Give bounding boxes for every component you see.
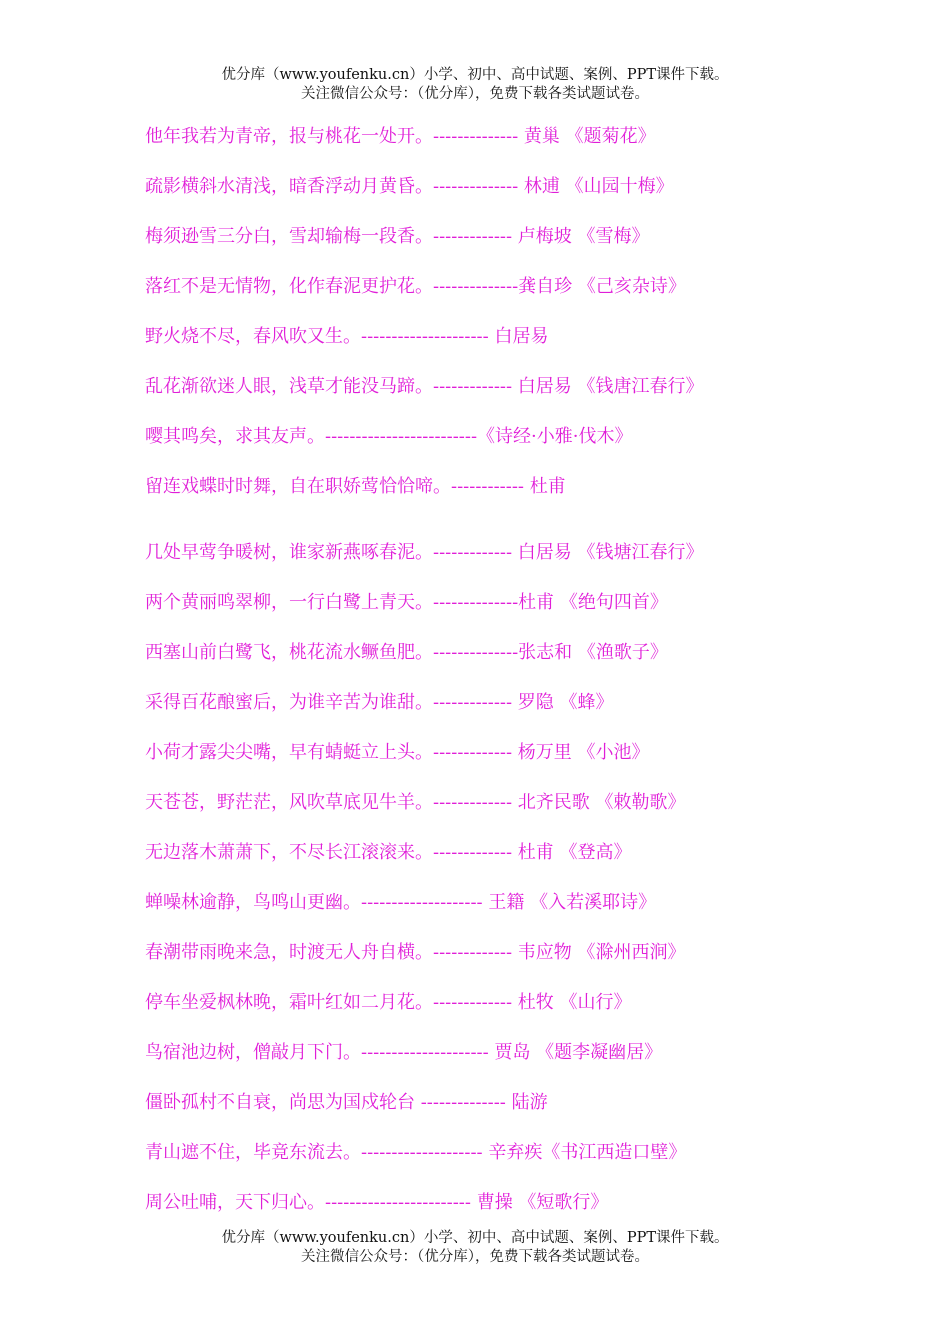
page-header: [0, 66, 950, 104]
poem-line: 鸟宿池边树，僧敲月下门。--------------------- 贾岛 《题李凝幽居》: [145, 1042, 663, 1063]
footer-line-2: 关注微信公众号：（优分库），免费下载各类试题试卷。: [301, 1249, 649, 1265]
poem-line: 野火烧不尽，春风吹又生。--------------------- 白居易: [145, 326, 549, 347]
poem-line: 留连戏蝶时时舞，自在职娇莺恰恰啼。------------ 杜甫: [145, 476, 566, 497]
poem-line: 落红不是无情物，化作春泥更护花。--------------龚自珍 《己亥杂诗》: [145, 276, 686, 297]
poem-line: 两个黄丽鸣翠柳，一行白鹭上青天。--------------杜甫 《绝句四首》: [145, 592, 668, 613]
poem-line: 他年我若为青帝，报与桃花一处开。-------------- 黄巢 《题菊花》: [145, 126, 656, 147]
header-line-2: 关注微信公众号：（优分库），免费下载各类试题试卷。: [301, 86, 649, 102]
footer-line-1: 优分库（www.youfenku.cn）小学、初中、高中试题、案例、PPT课件下载。: [221, 1230, 729, 1246]
poem-line: 停车坐爱枫林晚，霜叶红如二月花。------------- 杜牧 《山行》: [145, 992, 632, 1013]
poem-line: 梅须逊雪三分白，雪却输梅一段香。------------- 卢梅坡 《雪梅》: [145, 226, 650, 247]
poem-line: 几处早莺争暖树，谁家新燕啄春泥。------------- 白居易 《钱塘江春行》: [145, 542, 704, 563]
poem-line: 疏影横斜水清浅，暗香浮动月黄昏。-------------- 林逋 《山园十梅》: [145, 176, 674, 197]
poem-line: 青山遮不住，毕竟东流去。-------------------- 辛弃疾《书江西造口壁》: [145, 1142, 687, 1163]
poem-line: 蝉噪林逾静，鸟鸣山更幽。-------------------- 王籍 《入若溪耶诗》: [145, 892, 657, 913]
poem-line: 天苍苍，野茫茫，风吹草底见牛羊。------------- 北齐民歌 《敕勒歌》: [145, 792, 686, 813]
poem-line: 乱花渐欲迷人眼，浅草才能没马蹄。------------- 白居易 《钱唐江春行》: [145, 376, 704, 397]
poem-line: 嘤其鸣矣，求其友声。-------------------------《诗经·小雅·伐木》: [145, 426, 633, 447]
section-gap: [145, 522, 845, 538]
page-footer: [0, 1229, 950, 1267]
poem-line: 春潮带雨晚来急，时渡无人舟自横。------------- 韦应物 《滁州西涧》: [145, 942, 686, 963]
poem-line: 僵卧孤村不自衰，尚思为国戍轮台 -------------- 陆游: [145, 1092, 548, 1113]
poem-line: 无边落木萧萧下，不尽长江滚滚来。------------- 杜甫 《登高》: [145, 842, 632, 863]
header-line-1: 优分库（www.youfenku.cn）小学、初中、高中试题、案例、PPT课件下载。: [221, 67, 729, 83]
poem-line: 周公吐哺，天下归心。------------------------ 曹操 《短歌行》: [145, 1192, 609, 1213]
poem-line: 小荷才露尖尖嘴，早有蜻蜓立上头。------------- 杨万里 《小池》: [145, 742, 650, 763]
poem-line: 西塞山前白鹭飞，桃花流水鳜鱼肥。--------------张志和 《渔歌子》: [145, 642, 668, 663]
poem-lines: [145, 122, 845, 1238]
poem-line: 采得百花酿蜜后，为谁辛苦为谁甜。------------- 罗隐 《蜂》: [145, 692, 614, 713]
